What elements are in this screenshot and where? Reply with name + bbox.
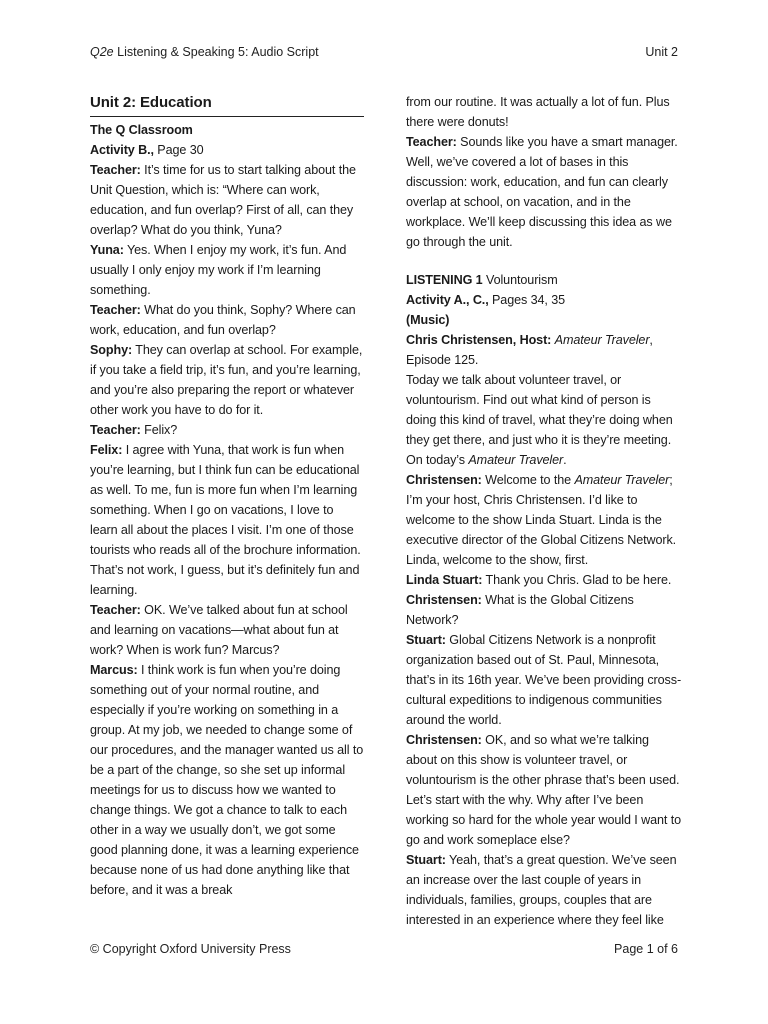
speech-text: They can overlap at school. For example, if you take a field trip, it’s fun, and you’re learning, and you’re also preparing the report or whatever other work you have to do for it. bbox=[90, 343, 363, 417]
listening-heading: LISTENING 1 Voluntourism bbox=[406, 273, 558, 287]
speech-text: I agree with Yuna, that work is fun when you’re learning, but I think fun can be educational as well. To me, fun is more fun when I’m learning something. When I go on vacations, I love to learn all about the places I visit. I’m one of those tourists who reads all of the brochure information. That’s not work, I guess, but it’s definitely fun and learning. bbox=[90, 443, 361, 597]
header-unit: Unit 2 bbox=[645, 45, 678, 59]
dialogue-turn bbox=[90, 300, 364, 340]
dialogue-turn: Stuart: Global Citizens Network is a nonprofit organization based out of St. Paul, Minnesota, that’s in its 16th year. We’ve been providing cross-cultural expeditions to indigenous communities around the world. bbox=[406, 633, 682, 727]
speaker-name: Teacher: bbox=[90, 163, 141, 177]
dialogue-turn: Stuart: Yeah, that’s a great question. We’ve seen an increase over the last couple of years in individuals, families, groups, couples that are interested in an experience where they feel like bbox=[406, 853, 677, 927]
dialogue-turn bbox=[90, 660, 364, 900]
dialogue-turn bbox=[90, 440, 364, 600]
speaker-name: Teacher: bbox=[90, 303, 141, 317]
speaker-name: Teacher: bbox=[90, 423, 141, 437]
speaker-name: Marcus: bbox=[90, 663, 138, 677]
intro-text: Today we talk about volunteer travel, or voluntourism. Find out what kind of person is doing this kind of travel, what they’re doing when they get there, and just who it is they’re meeting. On today’s Amateur Traveler. bbox=[406, 373, 673, 467]
dialogue-turn: Christensen: OK, and so what we’re talking about on this show is volunteer travel, or voluntourism is the other phrase that’s been used. Let’s start with the why. Why after I’ve been working so hard for the whole year would I want to go and work someplace else? bbox=[406, 733, 682, 847]
speech-text: Yes. When I enjoy my work, it’s fun. And usually I only enjoy my work if I’m learning something. bbox=[90, 243, 347, 297]
speaker-name: Felix: bbox=[90, 443, 123, 457]
section-heading: The Q Classroom bbox=[90, 123, 193, 137]
header-title: Listening & Speaking 5: Audio Script bbox=[113, 45, 319, 59]
speech-text: Felix? bbox=[140, 423, 178, 437]
speaker-name: Teacher: bbox=[90, 603, 141, 617]
dialogue-turn bbox=[90, 240, 364, 300]
speech-text: OK. We’ve talked about fun at school and learning on vacations—what about fun at work? When is work fun? Marcus? bbox=[90, 603, 348, 657]
dialogue-turn: Linda Stuart: Thank you Chris. Glad to be here. bbox=[406, 573, 672, 587]
unit-title: Unit 2: Education bbox=[90, 92, 364, 117]
continuation-text: from our routine. It was actually a lot of fun. Plus there were donuts! bbox=[406, 95, 670, 129]
activity-line: Activity B., Page 30 bbox=[90, 143, 204, 157]
series-name: Q2e bbox=[90, 45, 114, 59]
dialogue-turn bbox=[90, 420, 364, 440]
left-column bbox=[90, 92, 364, 900]
speech-text: I think work is fun when you’re doing something out of your normal routine, and especially if you’re working on something in a group. At my job, we needed to change some of our procedures, and the manager wanted us all to be a part of the change, so she set up informal meetings for us to discuss how we wanted to change things. We got a chance to talk to each other in a way we usually don’t, we got some good planning done, it was a learning experience because none of us had done anything like that before, and it was a break bbox=[90, 663, 364, 897]
dialogue-turn bbox=[90, 160, 364, 240]
dialogue-turn: Teacher: Sounds like you have a smart manager. Well, we’ve covered a lot of bases in this discussion: work, education, and fun can clearly overlap at school, on vacation, and in the workplace. We’ll keep discussing this idea as we go through the unit. bbox=[406, 135, 678, 249]
copyright-footer: © Copyright Oxford University Press bbox=[90, 942, 291, 956]
dialogue-turn: Chris Christensen, Host: Amateur Traveler, Episode 125. bbox=[406, 333, 653, 367]
dialogue-turn: Christensen: Welcome to the Amateur Traveler; I’m your host, Chris Christensen. I’d like to welcome to the show Linda Stuart. Linda is the executive director of the Global Citizens Network. Linda, welcome to the show, first. bbox=[406, 473, 677, 567]
speech-text: It’s time for us to start talking about the Unit Question, which is: “Where can work, education, and fun overlap? First of all, can they overlap? What do you think, Yuna? bbox=[90, 163, 356, 237]
dialogue-turn: Christensen: What is the Global Citizens Network? bbox=[406, 593, 634, 627]
speaker-name: Yuna: bbox=[90, 243, 124, 257]
dialogue bbox=[90, 160, 364, 900]
speech-text: What do you think, Sophy? Where can work, education, and fun overlap? bbox=[90, 303, 356, 337]
running-header bbox=[90, 45, 319, 59]
dialogue-turn bbox=[90, 340, 364, 420]
music-cue: (Music) bbox=[406, 313, 450, 327]
speaker-name: Sophy: bbox=[90, 343, 133, 357]
activity-line: Activity A., C., Pages 34, 35 bbox=[406, 293, 566, 307]
dialogue-turn bbox=[90, 600, 364, 660]
page-number: Page 1 of 6 bbox=[614, 942, 678, 956]
right-column bbox=[406, 92, 682, 930]
